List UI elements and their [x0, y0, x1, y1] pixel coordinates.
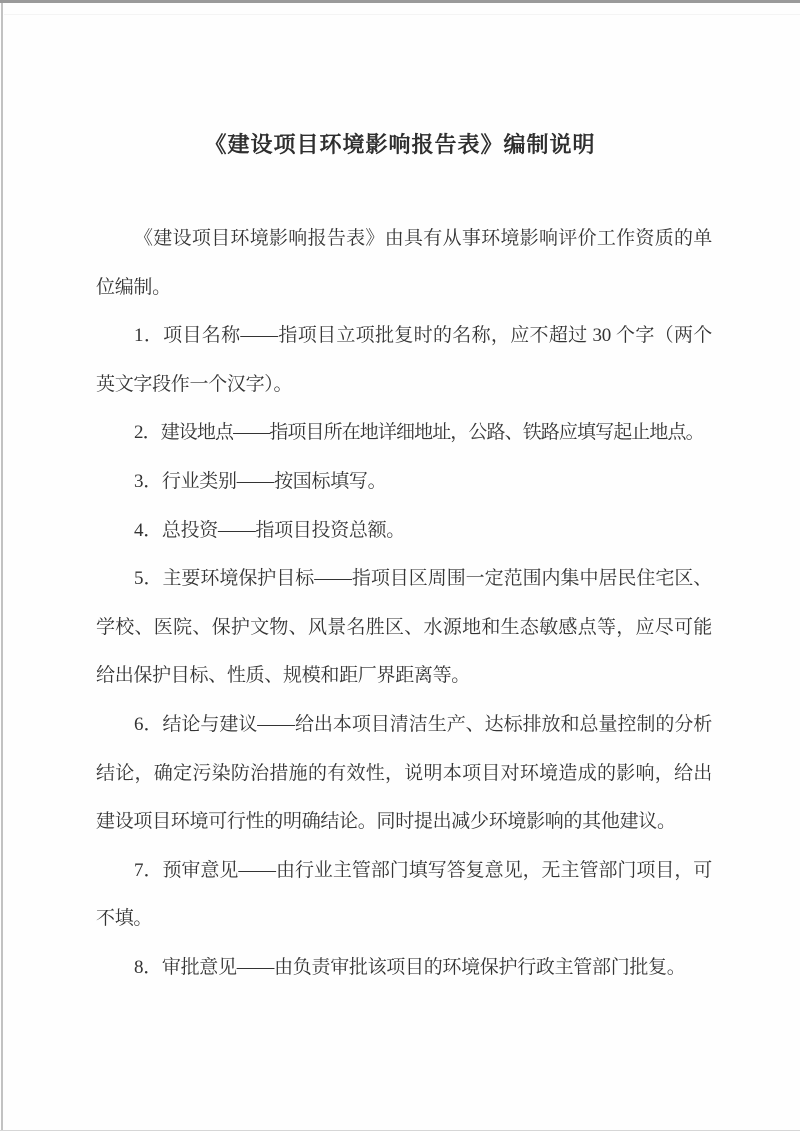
text-line: 给出保护目标、性质、规模和距厂界距离等。 — [96, 665, 471, 687]
page-left-border — [1, 3, 3, 1131]
text-line: 位编制。 — [96, 276, 171, 298]
text-line: 2．建设地点——指项目所在地详细地址，公路、铁路应填写起止地点。 — [134, 422, 704, 444]
page-faint-rule — [4, 14, 800, 15]
text-line: 学校、医院、保护文物、风景名胜区、水源地和生态敏感点等，应尽可能 — [96, 616, 712, 638]
text-line: 3．行业类别——按国标填写。 — [134, 470, 387, 492]
text-line: 《建设项目环境影响报告表》由具有从事环境影响评价工作资质的单 — [134, 228, 712, 249]
text-line: 结论，确定污染防治措施的有效性，说明本项目对环境造成的影响，给出 — [96, 762, 712, 784]
text-line: 5．主要环境保护目标——指项目区周围一定范围内集中居民住宅区、 — [134, 568, 712, 590]
text-line: 不填。 — [96, 908, 153, 930]
text-line: 英文字段作一个汉字）。 — [96, 373, 293, 395]
document-body — [96, 215, 712, 993]
text-line: 1．项目名称——指项目立项批复时的名称，应不超过 30 个字（两个 — [134, 325, 712, 347]
page-top-border — [0, 0, 800, 3]
text-line: 建设项目环境可行性的明确结论。同时提出减少环境影响的其他建议。 — [96, 811, 676, 833]
text-line: 8．审批意见——由负责审批该项目的环境保护行政主管部门批复。 — [134, 956, 686, 978]
document-title: 《建设项目环境影响报告表》编制说明 — [204, 132, 596, 157]
text-line: 6．结论与建议——给出本项目清洁生产、达标排放和总量控制的分析 — [134, 713, 712, 735]
text-line: 7．预审意见——由行业主管部门填写答复意见，无主管部门项目，可 — [134, 859, 712, 881]
text-line: 4．总投资——指项目投资总额。 — [134, 519, 406, 541]
